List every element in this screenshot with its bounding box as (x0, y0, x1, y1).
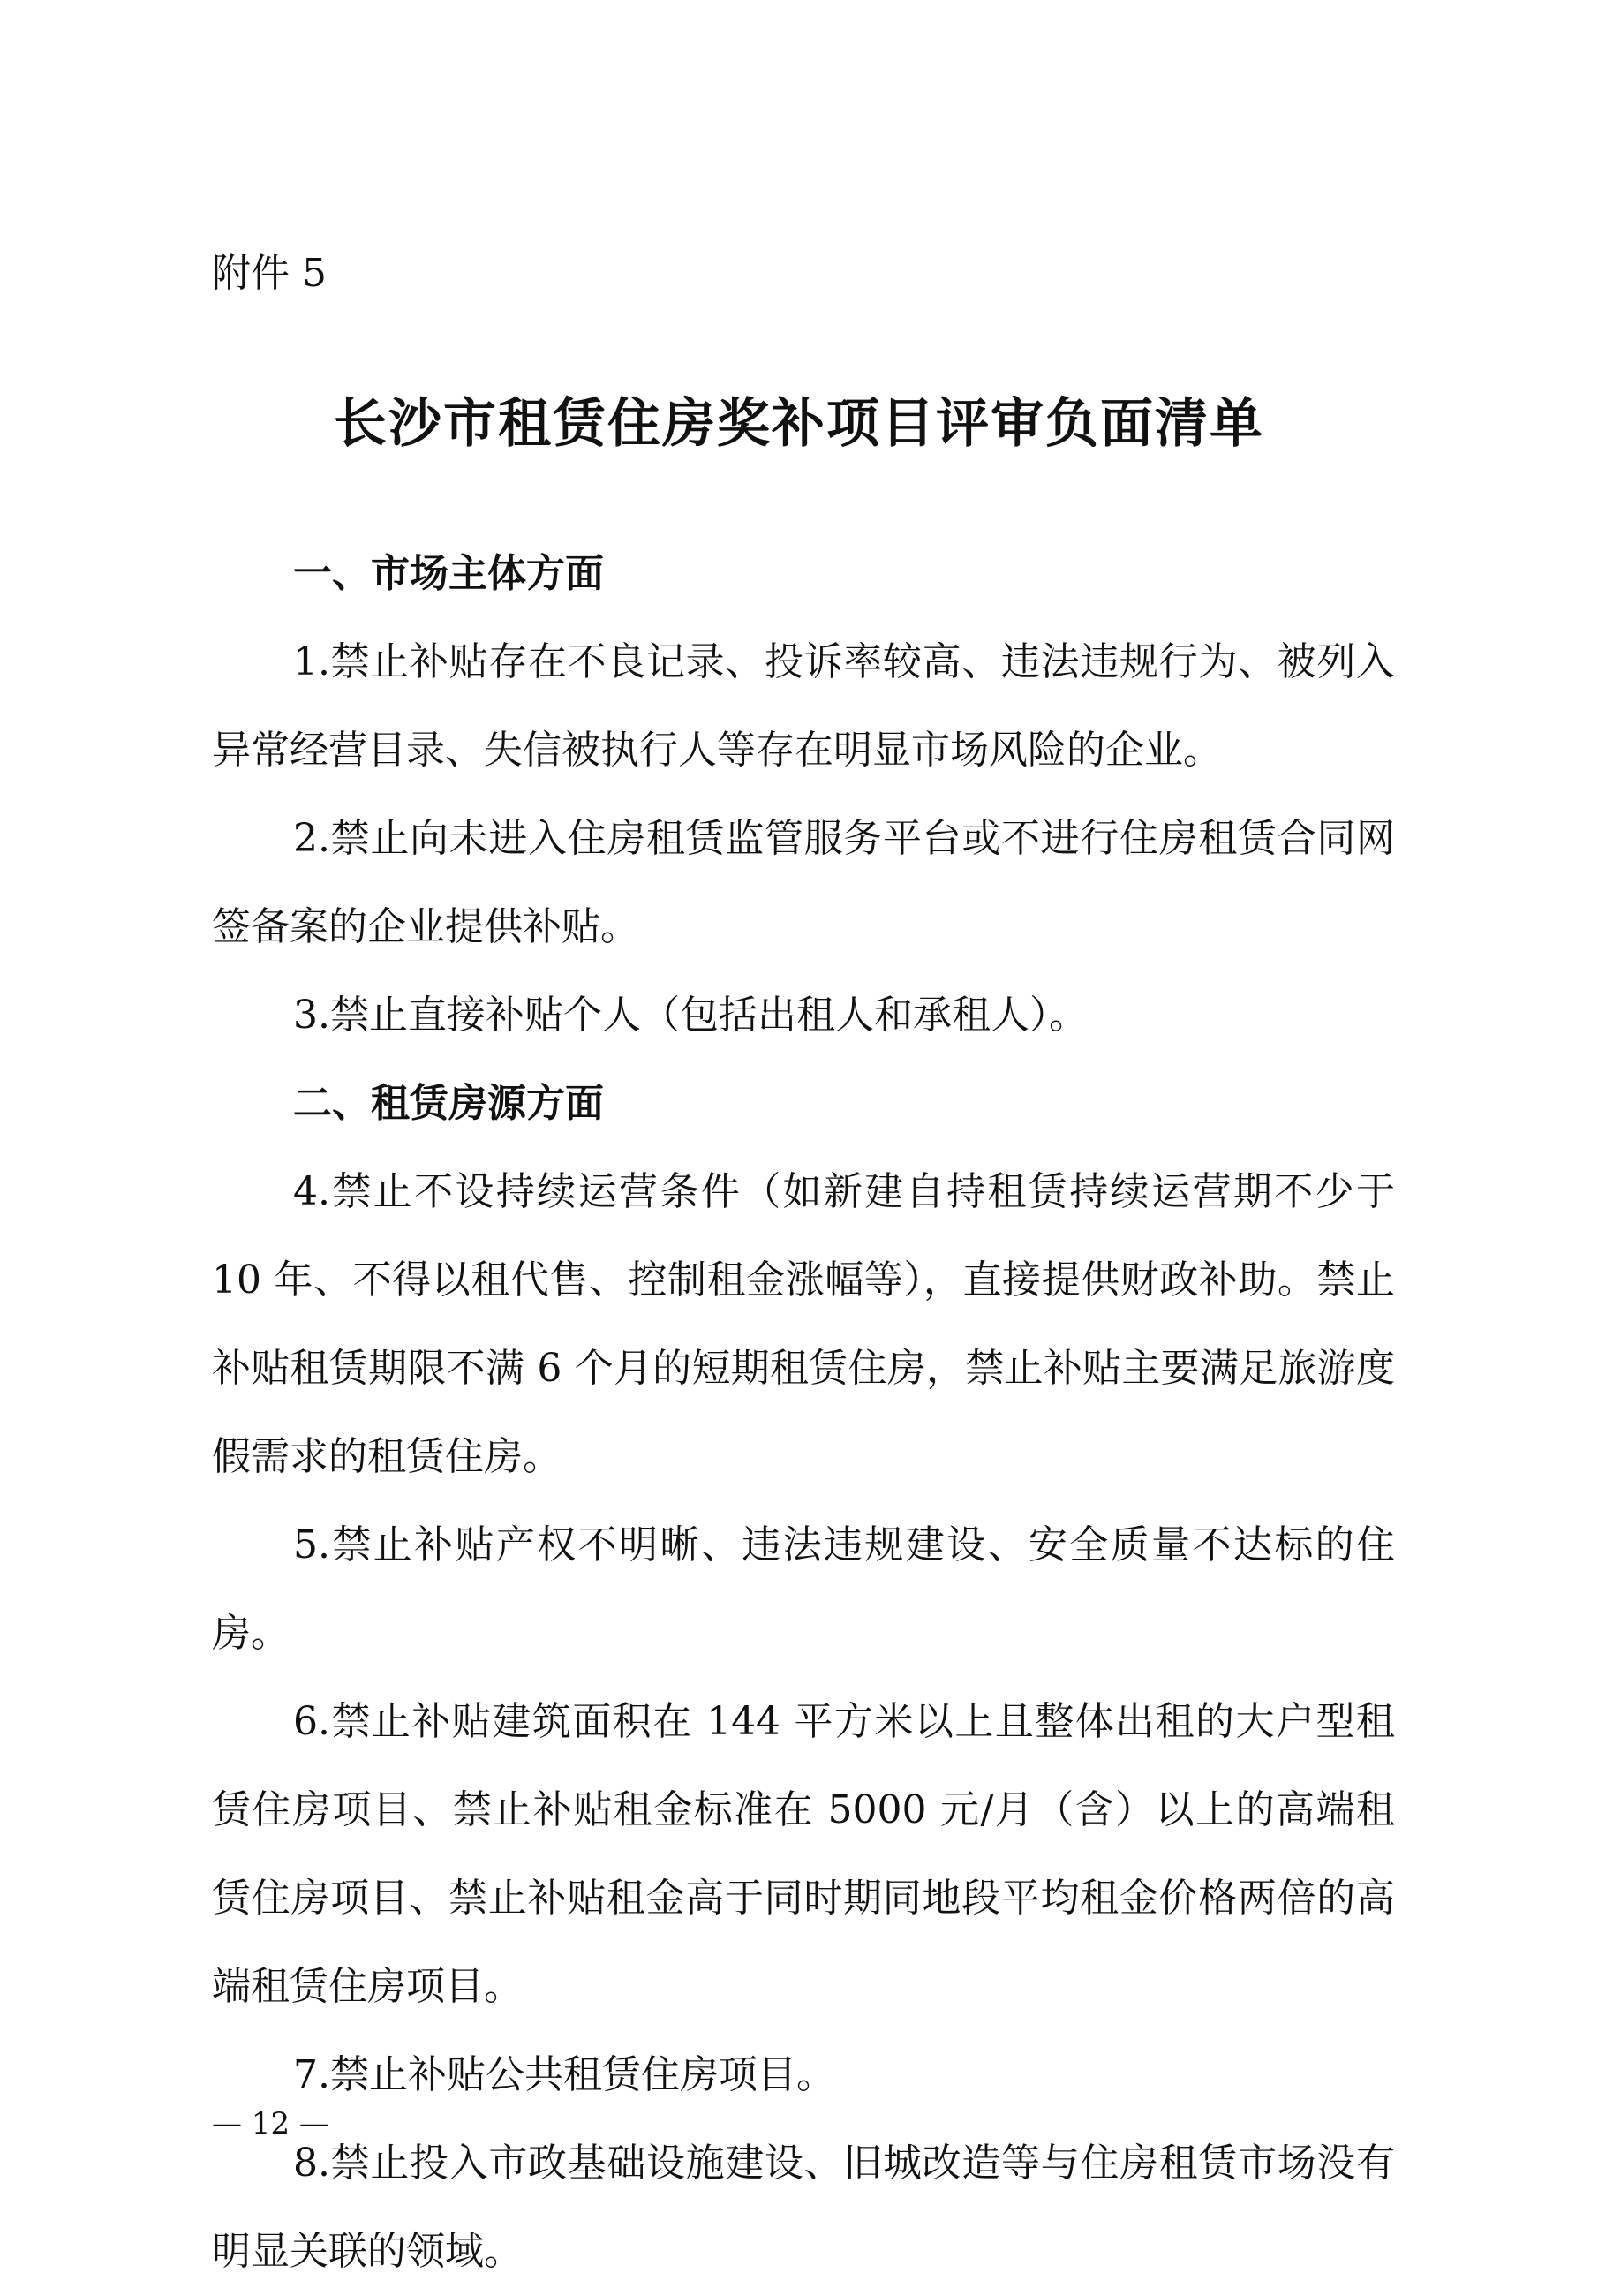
list-item: 5.禁止补贴产权不明晰、违法违规建设、安全质量不达标的住房。 (212, 1522, 1395, 1656)
list-item: 6.禁止补贴建筑面积在 144 平方米以上且整体出租的大户型租赁住房项目、禁止补贴租金标准在 5000 元/月（含）以上的高端租赁住房项目、禁止补贴租金高于同时期同地段平均租金价格两倍的高端租赁住房项目。 (212, 1699, 1395, 2009)
list-item: 8.禁止投入市政基础设施建设、旧城改造等与住房租赁市场没有明显关联的领域。 (212, 2141, 1395, 2274)
document-body (212, 530, 1395, 2296)
list-item: 7.禁止补贴公共租赁住房项目。 (293, 2052, 835, 2097)
list-item: 4.禁止不设持续运营条件（如新建自持租赁持续运营期不少于 10 年、不得以租代售、控制租金涨幅等），直接提供财政补助。禁止补贴租赁期限不满 6 个月的短期租赁住房，禁止补贴主要满足旅游度假需求的租赁住房。 (212, 1169, 1395, 1479)
list-item: 3.禁止直接补贴个人（包括出租人和承租人）。 (293, 993, 1088, 1038)
attachment-label: 附件 5 (212, 251, 327, 296)
page-number: — 12 — (212, 2106, 329, 2141)
list-item: 1.禁止补贴存在不良记录、投诉率较高、违法违规行为、被列入异常经营目录、失信被执行人等存在明显市场风险的企业。 (212, 639, 1395, 773)
list-item: 2.禁止向未进入住房租赁监管服务平台或不进行住房租赁合同网签备案的企业提供补贴。 (212, 816, 1395, 949)
section-heading: 二、租赁房源方面 (293, 1081, 604, 1126)
section-heading: 一、市场主体方面 (293, 551, 604, 596)
document-title: 长沙市租赁住房奖补项目评审负面清单 (334, 393, 1264, 455)
